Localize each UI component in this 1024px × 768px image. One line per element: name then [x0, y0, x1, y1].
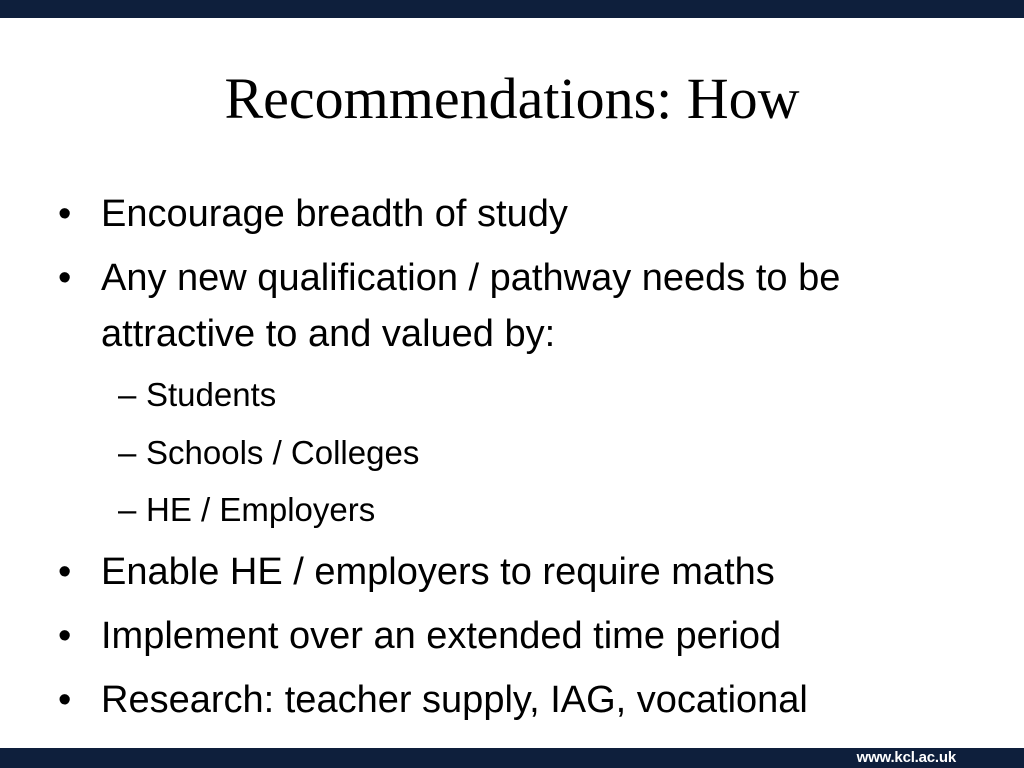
bullet-text: Enable HE / employers to require maths [101, 551, 775, 593]
bullet-text: Any new qualification / pathway needs to be attractive to and valued by: [101, 257, 841, 355]
sub-bullet-text: Students [146, 376, 277, 413]
bullet-marker: • [58, 551, 72, 593]
sub-bullet-marker: – [118, 376, 137, 413]
sub-bullet-marker: – [118, 434, 137, 471]
footer-url: www.kcl.ac.uk [856, 749, 956, 766]
bullet-marker: • [58, 679, 72, 721]
top-banner [0, 0, 1024, 18]
bullet-text: Research: teacher supply, IAG, vocational [101, 679, 808, 721]
bullet-marker: • [58, 257, 72, 299]
bullet-marker: • [58, 615, 72, 657]
sub-bullet-marker: – [118, 491, 137, 528]
sub-bullet-text: HE / Employers [146, 491, 376, 528]
bullet-text: Encourage breadth of study [101, 193, 568, 235]
bullet-marker: • [58, 193, 72, 235]
bottom-banner [0, 748, 1024, 768]
sub-bullet-text: Schools / Colleges [146, 434, 420, 471]
slide-title: Recommendations: How [224, 66, 800, 131]
bullet-text: Implement over an extended time period [101, 615, 782, 657]
